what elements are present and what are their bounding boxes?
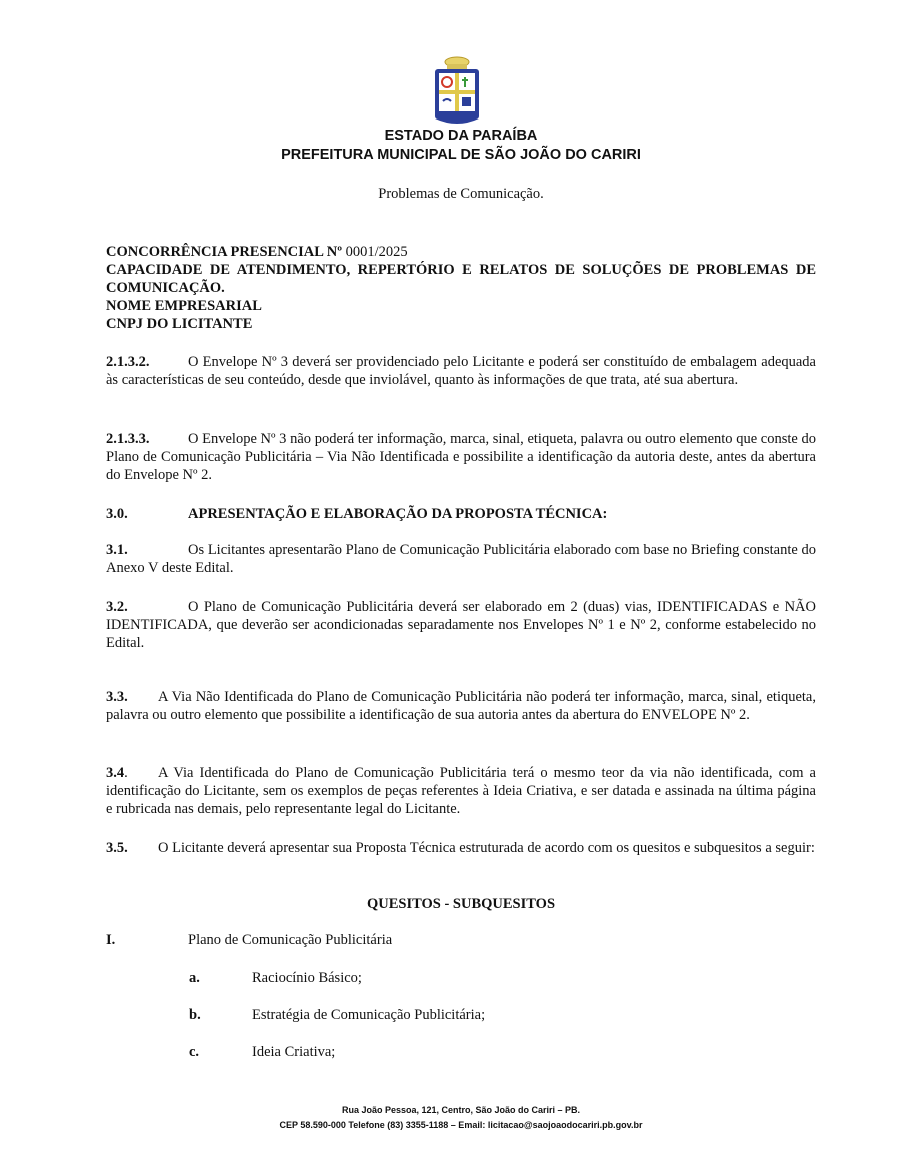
- page-footer: [0, 1103, 900, 1133]
- footer-address: Rua João Pessoa, 121, Centro, São João do Cariri – PB.: [341, 1105, 581, 1115]
- paragraph-3-1: 3.1. Os Licitantes apresentarão Plano de Comunicação Publicitária elaborado com base no Briefing constante do Anexo V deste Edital.: [106, 542, 816, 576]
- coat-of-arms-logo: [432, 55, 482, 127]
- envelope-label-line3: NOME EMPRESARIAL: [106, 298, 262, 314]
- envelope-label-block: [106, 243, 816, 333]
- envelope-label-line4: CNPJ DO LICITANTE: [106, 316, 253, 332]
- quesito-label: Plano de Comunicação Publicitária: [188, 932, 393, 948]
- envelope-label-line2: CAPACIDADE DE ATENDIMENTO, REPERTÓRIO E RELATOS DE SOLUÇÕES DE PROBLEMAS DE COMUNICAÇÃO.: [106, 262, 816, 296]
- municipality-name: PREFEITURA MUNICIPAL DE SÃO JOÃO DO CARIRI: [281, 147, 641, 163]
- quesito-marker: I.: [106, 932, 116, 948]
- document-subject: Problemas de Comunicação.: [378, 186, 544, 202]
- paragraph-2-1-3-3: 2.1.3.3. O Envelope Nº 3 não poderá ter informação, marca, sinal, etiqueta, palavra ou outro elemento que conste do Plano de Comunicação Publicitária – Via Não Identificada e possibilite a identificação da autoria deste, antes da abertura do Envelope Nº 2.: [106, 431, 816, 483]
- section-title: QUESITOS - SUBQUESITOS: [366, 896, 556, 912]
- state-name: ESTADO DA PARAÍBA: [384, 128, 538, 144]
- document-page: ESTADO DA PARAÍBA PREFEITURA MUNICIPAL DE SÃO JOÃO DO CARIRI Problemas de Comunicação. CONCORRÊNCIA PRESENCIAL Nº 0001/2025 CAPACIDADE DE ATENDIMENTO, REPERTÓRIO E RELATOS DE SOLUÇÕES DE PROBLEMAS DE COMUNICAÇÃO. NOME EMPRESARIAL CNPJ DO LICITANTE 2.1.3.2. O Envelope Nº 3 deverá ser providenciado pelo Licitante e poderá ser constituído de embalagem adequada às características de seu conteúdo, desde que inviolável, quanto às informações de que trata, até sua abertura. 2.1.3.3. O Envelope Nº 3 não poderá ter informação, marca, sinal, etiqueta, palavra ou outro elemento que conste do Plano de Comunicação Publicitária – Via Não Identificada e possibilite a identificação da autoria deste, antes da abertura do Envelope Nº 2. 3.0. APRESENTAÇÃO E ELABORAÇÃO DA PROPOSTA TÉCNICA: 3.1. Os Licitantes apresentarão Plano de Comunicação Publicitária elaborado com base no Briefing constante do Anexo V deste Edital. 3.2. O Plano de Comunicação Publicitária deverá ser elaborado em 2 (duas) vias, IDENTIFICADAS e NÃO IDENTIFICADA, que deverão ser acondicionadas separadamente nos Envelopes Nº 1 e Nº 2, conforme estabelecido no Edital. 3.3. A Via Não Identificada do Plano de Comunicação Publicitária não poderá ter informação, marca, sinal, etiqueta, palavra ou outro elemento que possibilite a identificação de sua autoria antes da abertura do ENVELOPE Nº 2. 3.4. A Via Identificada do Plano de Comunicação Publicitária terá o mesmo teor da via não identificada, com a identificação do Licitante, sem os exemplos de peças referentes à Ideia Criativa, e ser datada e assinada na última página e rubricada nas demais, pelo representante legal do Licitante. 3.5. O Licitante deverá apresentar sua Proposta Técnica estruturada de acordo com os quesitos e subquesitos a seguir: QUESITOS - SUBQUESITOS I. Plano de Comunicação Publicitária a. Raciocínio Básico; b. Estratégia de Comunicação Publicitária; c. Ideia Criativa; Rua João Pessoa, 121, Centro, São João do Cariri – PB. CEP 58.590-000 Telefone (83) 3355-1188 – Email: licitacao@saojoaodocariri.pb.gov.br: [0, 0, 900, 1165]
- paragraph-2-1-3-2: 2.1.3.2. O Envelope Nº 3 deverá ser providenciado pelo Licitante e poderá ser constituído de embalagem adequada às características de seu conteúdo, desde que inviolável, quanto às informações de que trata, até sua abertura.: [106, 354, 816, 388]
- paragraph-3-5: 3.5. O Licitante deverá apresentar sua Proposta Técnica estruturada de acordo com os quesitos e subquesitos a seguir:: [106, 840, 815, 856]
- paragraph-3-2: 3.2. O Plano de Comunicação Publicitária deverá ser elaborado em 2 (duas) vias, IDENTIFICADAS e NÃO IDENTIFICADA, que deverão ser acondicionadas separadamente nos Envelopes Nº 1 e Nº 2, conforme estabelecido no Edital.: [106, 599, 816, 651]
- footer-contact: CEP 58.590-000 Telefone (83) 3355-1188 – Email: licitacao@saojoaodocariri.pb.gov.br: [279, 1120, 643, 1130]
- document-header: [0, 127, 900, 165]
- paragraph-3-4: 3.4. A Via Identificada do Plano de Comunicação Publicitária terá o mesmo teor da via não identificada, com a identificação do Licitante, sem os exemplos de peças referentes à Ideia Criativa, e ser datada e assinada na última página e rubricada nas demais, pelo representante legal do Licitante.: [106, 765, 816, 817]
- section-heading-3-0: 3.0. APRESENTAÇÃO E ELABORAÇÃO DA PROPOSTA TÉCNICA:: [106, 506, 608, 522]
- envelope-label-line1: CONCORRÊNCIA PRESENCIAL Nº 0001/2025: [106, 244, 408, 260]
- paragraph-3-3: 3.3. A Via Não Identificada do Plano de Comunicação Publicitária não poderá ter informação, marca, sinal, etiqueta, palavra ou outro elemento que possibilite a identificação de sua autoria antes da abertura do ENVELOPE Nº 2.: [106, 689, 816, 723]
